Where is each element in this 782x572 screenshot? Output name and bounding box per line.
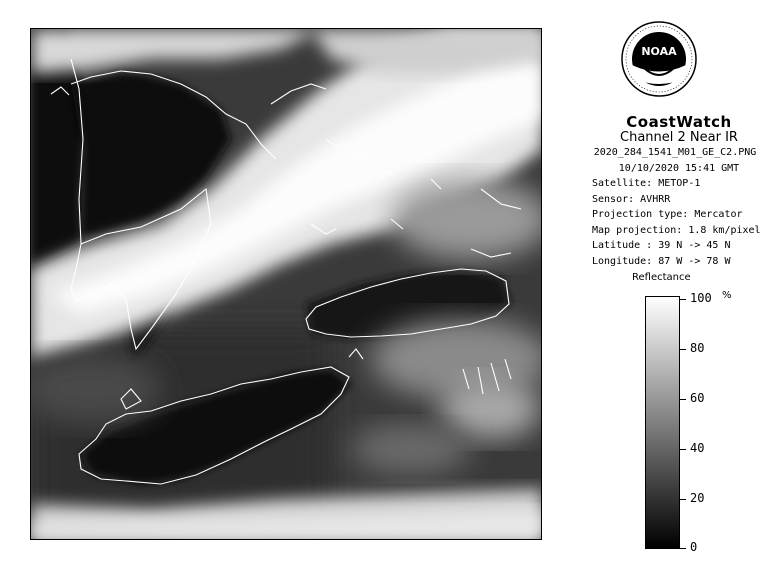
legend-tick <box>680 399 686 400</box>
legend-title: Reflectance <box>632 272 691 283</box>
legend-unit: % <box>722 290 732 301</box>
legend-tick-label: 100 <box>690 291 712 305</box>
reflectance-colorbar <box>645 296 680 549</box>
noaa-logo-text: NOAA <box>641 45 677 58</box>
longitude-label: Longitude: 87 W -> 78 W <box>592 255 731 267</box>
projection-type-label: Projection type: Mercator <box>592 209 743 220</box>
legend-tick-label: 0 <box>690 540 698 554</box>
satellite-image <box>31 29 542 540</box>
satellite-map <box>30 28 542 540</box>
legend-tick <box>680 349 686 350</box>
legend-tick <box>680 449 686 450</box>
date-time: 10/10/2020 15:41 GMT <box>618 162 740 174</box>
info-panel <box>560 113 770 269</box>
legend-tick <box>680 548 686 549</box>
legend-tick-label: 40 <box>690 441 705 455</box>
legend-tick-label: 80 <box>690 341 705 355</box>
map-projection-label: Map projection: 1.8 km/pixel <box>592 224 761 236</box>
brand-title: CoastWatch <box>626 113 732 131</box>
legend-tick <box>680 299 686 300</box>
legend-tick <box>680 499 686 500</box>
noaa-logo <box>618 18 700 108</box>
latitude-label: Latitude : 39 N -> 45 N <box>592 240 731 251</box>
sensor-label: Sensor: AVHRR <box>592 193 671 205</box>
legend-tick-label: 60 <box>690 391 705 405</box>
legend-tick-label: 20 <box>690 491 705 505</box>
file-name: 2020_284_1541_M01_GE_C2.PNG <box>593 147 757 158</box>
satellite-label: Satellite: METOP-1 <box>592 178 701 189</box>
channel-label: Channel 2 Near IR <box>620 130 738 145</box>
